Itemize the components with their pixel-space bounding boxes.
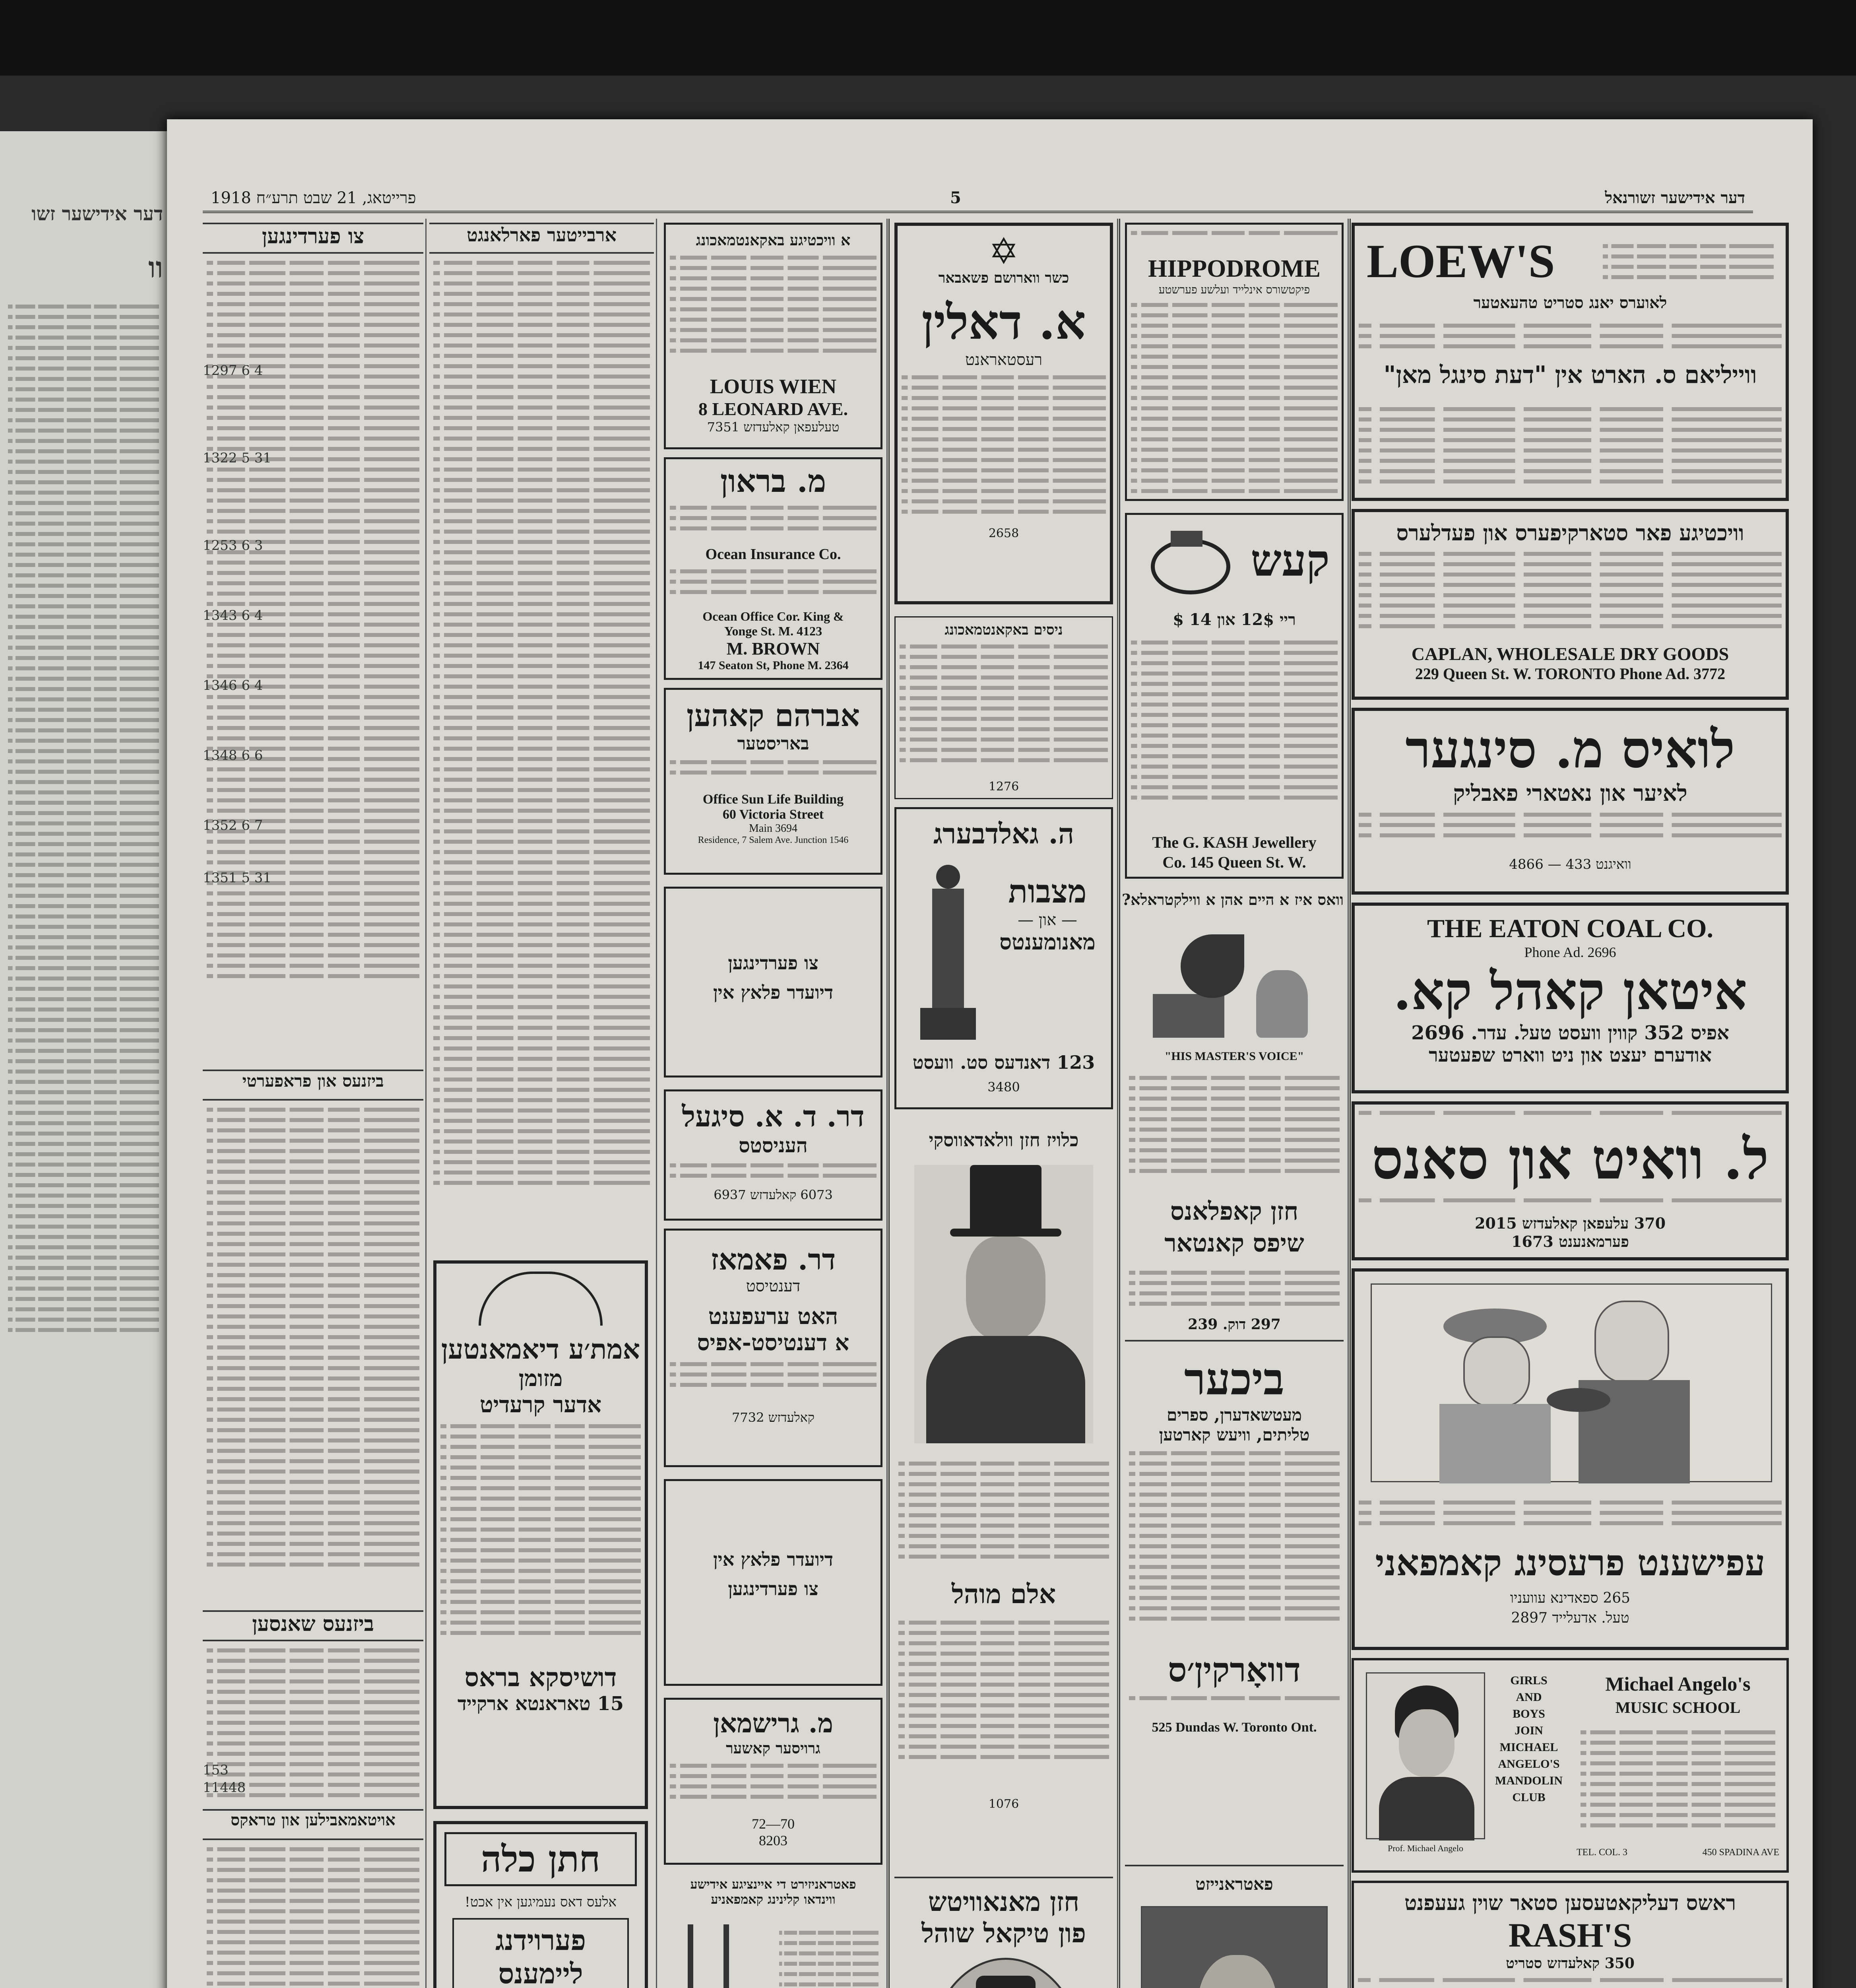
segal-ad-body	[666, 1163, 880, 1187]
angelo-side-word: MICHAEL	[1499, 1741, 1558, 1754]
kash-jewellery-advertisement	[1125, 513, 1344, 879]
monument-illustration	[920, 865, 976, 1040]
hippodrome-ad-body	[1127, 303, 1342, 510]
angelo-side-word: JOIN	[1515, 1724, 1543, 1737]
chazan2-ad-sub: פון טיקאל שוהל	[921, 1918, 1086, 1949]
rash-ad-title: ראשס דעליקאטעסען סטאר שוין געעפנט	[1404, 1891, 1736, 1915]
classified-numbers	[203, 362, 272, 998]
chazan-kaplan-portrait	[1141, 1906, 1328, 1988]
dalin-ad-phone: 2658	[988, 526, 1019, 540]
column-divider	[1350, 219, 1351, 1988]
brown-ad-name: M. BROWN	[726, 639, 820, 658]
books-ad-line: מעטשאדערן, ספרים	[1167, 1405, 1302, 1425]
hippodrome-ad-line: פיקטשורס אינלייד ועלשע פערשטע	[1158, 283, 1310, 296]
grishman-ad-body	[666, 1764, 880, 1815]
angelo-ad-side-text	[1493, 1672, 1565, 1806]
classified-text-block	[429, 254, 654, 1248]
classified-number: 153	[203, 1762, 229, 1778]
hippodrome-advertisement	[1125, 223, 1344, 501]
singer-ad-phone: וואיגנט 433 — 4866	[1509, 856, 1631, 872]
window-ad-body	[775, 1924, 882, 1988]
adjacent-page-text	[4, 298, 163, 1988]
column-divider	[888, 219, 890, 1988]
loews-theatre-advertisement	[1352, 223, 1789, 501]
pomeranz-dentist-advertisement	[664, 1229, 882, 1467]
hippodrome-ad-title: HIPPODROME	[1148, 255, 1321, 282]
classifieds-column-1	[203, 219, 427, 1988]
angelo-side-word: BOYS	[1513, 1707, 1545, 1720]
diamond-ad-body	[436, 1424, 645, 1663]
scan-top-border	[0, 0, 1856, 76]
classified-numbers	[203, 1761, 250, 1801]
classified-number: 1297 6 4	[203, 363, 263, 379]
angelo-ad-address: 450 SPADINA AVE	[1702, 1847, 1779, 1858]
column-divider	[1119, 219, 1120, 1988]
eaton-coal-advertisement	[1352, 903, 1789, 1093]
angelo-side-word: GIRLS	[1510, 1674, 1548, 1687]
goldberg-ad-line: — און —	[1018, 911, 1077, 929]
books-ad-line: טליתים, וויעש קארטען	[1159, 1425, 1310, 1444]
pressing-company-advertisement	[1352, 1268, 1789, 1650]
classified-number: 1253 6 3	[203, 538, 263, 553]
angelo-ad-body	[1577, 1724, 1779, 1839]
kaplan-chazan-body	[1125, 1264, 1344, 1316]
kohn-ad-phone: Main 3694	[749, 822, 798, 835]
classified-number: 11448	[203, 1780, 246, 1796]
goldberg-ad-line: מאנומענטס	[999, 929, 1096, 955]
angelo-side-word: ANGELO'S	[1498, 1757, 1560, 1771]
books-ad-body	[1125, 1696, 1344, 1720]
angelo-side-word: AND	[1516, 1691, 1542, 1704]
wien-ad-name: LOUIS WIEN	[710, 375, 837, 398]
chazan1-ad-body	[894, 1614, 1113, 1789]
caplan-dry-goods-advertisement	[1352, 509, 1789, 700]
louis-wien-advertisement	[664, 223, 882, 449]
rent-space-line: צו פערדינגען	[728, 1578, 818, 1600]
caplan-ad-body	[1355, 552, 1786, 643]
pomeranz-ad-body	[666, 1362, 880, 1410]
section-heading-for-rent: צו פערדינגען	[203, 223, 423, 254]
pressing-ad-phone: טעל. אדעלייד 2897	[1511, 1610, 1629, 1626]
angelo-ad-title: Michael Angelo's	[1605, 1673, 1751, 1695]
caplan-ad-address: 229 Queen St. W. TORONTO Phone Ad. 3772	[1415, 665, 1726, 683]
couple-illustration	[1371, 1283, 1772, 1482]
loews-ad-body	[1355, 317, 1786, 357]
chazan-manovitz-advertisement	[894, 1877, 1113, 1988]
kohn-ad-office: 60 Victoria Street	[722, 807, 824, 822]
for-rent-space-1	[664, 887, 882, 1077]
classified-number: 1346 6 4	[203, 678, 263, 693]
for-rent-space-2	[664, 1479, 882, 1686]
wien-ad-address: 8 LEONARD AVE.	[698, 399, 848, 419]
adjacent-page	[0, 131, 169, 1988]
chazan1-ad-phone: 1076	[988, 1797, 1019, 1811]
loews-ad-feature: ווייליאם ס. הארט אין "דעת סינגל מאן"	[1383, 361, 1757, 389]
pomeranz-ad-phone: קאלעדזש 7732	[732, 1410, 815, 1425]
singer-ad-title: לואיס מ. סינגער	[1405, 719, 1735, 780]
chazan-kaplan-portrait-advertisement	[1125, 1865, 1344, 1988]
coal-ad-hebrew-name: איטאן קאהל קא.	[1393, 961, 1747, 1021]
goldberg-ad-line: מצבות	[1008, 873, 1087, 910]
brown-ad-office: Yonge St. M. 4123	[724, 624, 822, 638]
diamond-ad-address: 15 טאראנטא ארקייד	[457, 1693, 624, 1715]
white-and-sons-advertisement	[1352, 1101, 1789, 1260]
window-cleaning-advertisement	[664, 1873, 882, 1988]
singer-lawyer-advertisement	[1352, 708, 1789, 895]
caplan-ad-title: וויכטיגע פאר סטארקיפערס און פעדלערס	[1396, 520, 1744, 546]
diamond-ad-line: אדער קרעדיט	[479, 1392, 602, 1418]
victrola-ad-title: וואס איז א היים אהן א ווילקטראלא?	[1121, 891, 1344, 909]
pressing-ad-body	[1355, 1494, 1786, 1534]
classified-number: 1322 5 31	[203, 450, 272, 466]
brown-ad-address: 147 Seaton St, Phone M. 2364	[698, 659, 849, 672]
adjacent-page-title: וו	[148, 250, 163, 284]
victrola-ad-slogan: "HIS MASTER'S VOICE"	[1164, 1050, 1304, 1063]
brown-ad-title: מ. בראון	[720, 463, 826, 499]
segal-ad-sub: העניסטס	[739, 1134, 808, 1157]
chazan-vladavsky-advertisement	[894, 1121, 1113, 1869]
angelo-side-word: CLUB	[1512, 1791, 1546, 1804]
dalin-ad-sub: רעסטאראנט	[965, 351, 1043, 369]
coal-ad-phone: Phone Ad. 2696	[1524, 944, 1616, 960]
diamond-ad-title: אמת׳ע דיאמאנטען	[441, 1334, 640, 1365]
brown-ad-body	[666, 506, 880, 546]
kash-ad-price: ריי 12$ און 14 $	[1173, 610, 1296, 629]
section-heading-workers-wanted: ארבייטער פארלאנגט	[429, 223, 654, 254]
ads-column-4	[890, 219, 1118, 1988]
kaplan-chazan-phone: 297 דוק. 239	[1188, 1316, 1281, 1333]
pomeranz-ad-line: האט ערעפענט	[708, 1303, 838, 1330]
grishman-ad-sub: גרויסער קאשער	[726, 1739, 820, 1757]
rash-ad-sub: 350 קאלעדזש סטריט	[1506, 1955, 1635, 1972]
classified-text-block	[203, 1841, 423, 1988]
victrola-ad-body	[1125, 1070, 1344, 1189]
white-ad-top	[1355, 1111, 1786, 1127]
rent-space-line: דיועדר פלאץ אין	[713, 982, 834, 1003]
goldberg-ad-phone: 3480	[987, 1079, 1020, 1095]
page-number: 5	[950, 188, 961, 207]
nissim-ad-body	[896, 645, 1112, 780]
white-ad-phone: פערמאנענט 1673	[1511, 1233, 1629, 1250]
header-date: פרייטאג, 21 שבט תרע״ח 1918	[211, 189, 416, 207]
ads-column-6	[1352, 219, 1789, 1988]
loews-ad-sub: לאוערס יאנג סטריט טהעאטער	[1473, 293, 1667, 312]
kaplan-chazan-sub: שיפס קאנטאר	[1164, 1229, 1304, 1258]
angelo-side-word: MANDOLIN	[1495, 1774, 1563, 1787]
ads-column-3	[660, 219, 888, 1988]
pomeranz-ad-title: דר. פאמאז	[710, 1242, 836, 1276]
brown-insurance-advertisement	[664, 457, 882, 680]
diamond-ad-shop: דושיסקא בראס	[464, 1663, 617, 1693]
kaplan-chazan-title: חזן קאפלאנס	[1170, 1197, 1299, 1226]
goldberg-ad-address: 123 דאנדעס סט. וועסט	[912, 1052, 1095, 1073]
singer-ad-body	[1355, 813, 1786, 856]
michael-angelo-music-school-advertisement	[1352, 1658, 1789, 1873]
kash-ad-name: The G. KASH Jewellery	[1152, 833, 1317, 851]
window-ad-title: פאטראניזירט די איינציגע אידישע	[690, 1877, 856, 1892]
brown-ad-body	[666, 569, 880, 609]
books-ad-body	[1125, 1451, 1344, 1650]
grishman-ad-title: מ. גרישמאן	[713, 1708, 833, 1739]
kash-ad-body	[1127, 634, 1342, 825]
dalin-restaurant-advertisement	[894, 223, 1113, 604]
section-heading-business: ביזנעס און פראפערטי	[203, 1070, 423, 1101]
grishman-ad-phone: 8203	[759, 1833, 787, 1848]
diamond-advertisement	[433, 1260, 648, 1809]
wien-ad-phone: טעלעפאן קאלעדזש 7351	[707, 419, 840, 435]
coal-ad-line: אפיס 352 קווין וועסט טעל. עדר. 2696	[1411, 1022, 1729, 1044]
angelo-ad-prof: Prof. Michael Angelo	[1387, 1843, 1464, 1853]
loews-ad-title: LOEW'S	[1367, 235, 1555, 287]
grishman-ad-phone: 72—70	[752, 1816, 795, 1832]
white-ad-phone: 370 עלעפאן קאלעדזש 2015	[1474, 1214, 1666, 1232]
page-header	[203, 187, 1753, 213]
kohn-ad-body	[666, 760, 880, 792]
kohn-ad-sub: באריסטער	[737, 734, 809, 754]
kash-ad-title: קעש	[1251, 535, 1330, 586]
books-ad-title: ביכער	[1184, 1353, 1284, 1405]
segal-ad-phone: 6073 קאלעדזש 6937	[714, 1187, 833, 1202]
classifieds-column-2	[429, 219, 657, 1988]
sunburst-icon	[479, 1272, 603, 1326]
loews-ad-body	[1355, 401, 1786, 496]
classified-number: 1351 5 31	[203, 870, 272, 886]
rash-ad-body	[1354, 1978, 1786, 1988]
rash-ad-name: RASH'S	[1508, 1916, 1632, 1954]
nissim-ad-phone: 1276	[988, 780, 1019, 794]
diamond-ad-line: מזומן	[518, 1365, 563, 1392]
brown-ad-company: Ocean Insurance Co.	[705, 546, 841, 563]
wien-ad-title: א וויכטיגע באקאנטמאכונג	[696, 231, 851, 249]
grishman-butcher-advertisement	[664, 1698, 882, 1865]
wedding-ad-line: פערוידנג	[495, 1924, 586, 1957]
books-ad-shop: דוואָרקין׳ס	[1168, 1650, 1301, 1689]
angelo-ad-tel: TEL. COL. 3	[1577, 1847, 1627, 1858]
chazan1-ad-body	[894, 1455, 1113, 1574]
kohn-ad-title: אברהם קאהען	[687, 698, 860, 733]
dalin-ad-title: א. דאלין	[921, 294, 1086, 350]
classified-text-block	[203, 1101, 423, 1598]
loews-ad-schedule	[1599, 238, 1778, 297]
pomeranz-ad-sub: דענטיסט	[746, 1277, 801, 1295]
chazan1-portrait	[914, 1165, 1093, 1443]
pomeranz-ad-line: א דענטיסט-אפיס	[697, 1330, 849, 1356]
goldberg-ad-title: ה. גאלדבערג	[933, 817, 1074, 850]
header-title: דער אידישער זשורנאל	[1605, 188, 1745, 207]
kohn-barrister-advertisement	[664, 688, 882, 875]
books-advertisement	[1125, 1340, 1344, 1857]
white-ad-title: ל. וואיט און סאנס	[1371, 1127, 1769, 1192]
dalin-ad-badge: כשר ווארושם פשאבאר	[938, 270, 1069, 286]
portrait-ad-title: פאטראנייזט	[1195, 1874, 1273, 1894]
kohn-ad-residence: Residence, 7 Salem Ave. Junction 1546	[698, 835, 849, 845]
star-of-david-icon: ✡	[989, 231, 1019, 272]
nissim-ad-title: ניסים באקאנטמאכונג	[944, 621, 1063, 638]
chazan2-portrait	[926, 1958, 1085, 1988]
rent-space-line: דיועדר פלאץ אין	[713, 1549, 834, 1570]
wedding-advertisement	[433, 1821, 648, 1988]
books-ad-address: 525 Dundas W. Toronto Ont.	[1152, 1720, 1317, 1735]
window-cleaner-illustration	[680, 1924, 767, 1988]
white-ad-body	[1355, 1198, 1786, 1214]
nissim-advertisement	[894, 616, 1113, 799]
wedding-ad-line: ליימענס	[498, 1957, 583, 1988]
caplan-ad-name: CAPLAN, WHOLESALE DRY GOODS	[1411, 644, 1729, 664]
pressing-ad-caption: עפישענט פרעסינג קאמפאני	[1375, 1542, 1765, 1584]
dalin-ad-body	[898, 375, 1110, 526]
section-heading-business-chances: ביזנעס שאנסען	[203, 1610, 423, 1641]
ring-icon	[1143, 531, 1230, 594]
michael-angelo-portrait	[1366, 1672, 1485, 1839]
newspaper-page	[167, 119, 1813, 1988]
singer-ad-sub: לאיער און נאטארי פאבליק	[1453, 780, 1687, 806]
wedding-ad-line: אלעס דאס נעמיגען אין אכט!	[465, 1894, 617, 1910]
chazan1-ad-title: כלויז חזן וולאדאווסקי	[929, 1129, 1079, 1151]
kohn-ad-office: Office Sun Life Building	[702, 792, 844, 807]
brown-ad-office: Ocean Office Cor. King &	[702, 609, 844, 623]
goldberg-monuments-advertisement	[894, 807, 1113, 1109]
section-heading-automobiles: אויטאמאבילען און טראקס	[203, 1809, 423, 1840]
gramophone-dog-illustration	[1149, 934, 1320, 1042]
chazan2-ad-title: חזן מאנאוויטש	[928, 1886, 1080, 1917]
wien-ad-body	[666, 256, 880, 375]
wedding-ad-title: חתן כלה	[481, 1838, 601, 1880]
chazan1-ad-name: אלם מוהל	[951, 1578, 1056, 1609]
hippodrome-ad-top	[1127, 231, 1342, 247]
segal-ad-title: דר. ד. א. סיגעל	[682, 1099, 865, 1133]
coal-ad-line: אודערם יעצט און ניט ווארט שפעטער	[1429, 1044, 1712, 1066]
classified-number: 1348 6 6	[203, 747, 263, 763]
ads-column-5	[1121, 219, 1349, 1988]
rash-delicatessen-advertisement	[1352, 1881, 1789, 1988]
rent-space-line: צו פערדינגען	[728, 952, 818, 974]
segal-advertisement	[664, 1089, 882, 1221]
pressing-ad-address: 265 ספאדינא עוועניו	[1510, 1590, 1631, 1606]
classified-number: 1352 6 7	[203, 817, 263, 833]
window-ad-sub: ווינדאו קלינינג קאמפאניע	[711, 1892, 836, 1907]
coal-ad-title: THE EATON COAL CO.	[1427, 914, 1714, 943]
kash-ad-address: Co. 145 Queen St. W.	[1162, 853, 1306, 871]
adjacent-page-header: דער אידישער זשו	[31, 203, 163, 225]
classified-number: 1343 6 4	[203, 608, 263, 623]
victrola-advertisement	[1121, 887, 1344, 1333]
angelo-ad-sub: MUSIC SCHOOL	[1615, 1699, 1741, 1716]
